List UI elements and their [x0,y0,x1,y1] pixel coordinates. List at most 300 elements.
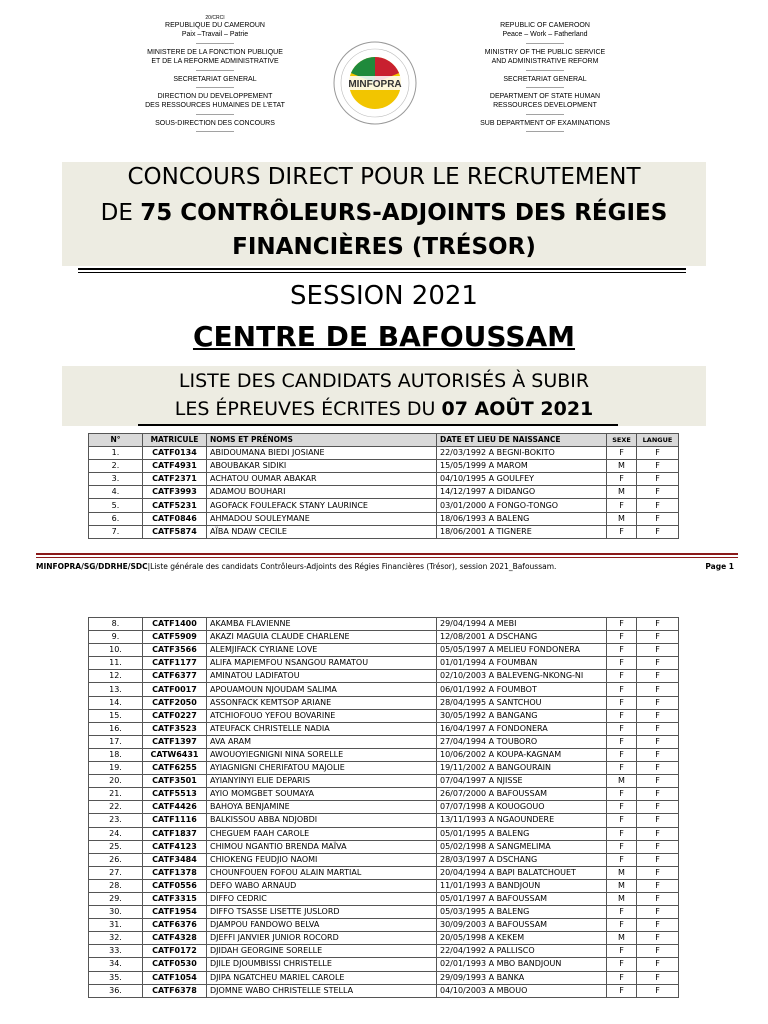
row-number: 36. [89,984,143,997]
row-matricule: CATF5874 [143,525,207,538]
row-matricule: CATF1177 [143,657,207,670]
row-matricule: CATF5231 [143,499,207,512]
row-language: F [637,670,679,683]
row-matricule: CATF5513 [143,788,207,801]
row-birth-date-place: 07/04/1997 A NJISSE [437,775,607,788]
row-number: 29. [89,892,143,905]
row-name: DJIPA NGATCHEU MARIEL CAROLE [207,971,437,984]
minfopra-seal-logo [332,40,418,126]
row-number: 28. [89,879,143,892]
row-name: AYIAGNIGNI CHERIFATOU MAJOLIE [207,762,437,775]
col-header-date-lieu: DATE ET LIEU DE NAISSANCE [437,434,607,447]
table-row [89,827,679,840]
row-birth-date-place: 02/01/1993 A MBO BANDJOUN [437,958,607,971]
row-sex: F [607,657,637,670]
row-matricule: CATF6376 [143,919,207,932]
row-name: DIFFO TSASSE LISETTE JUSLORD [207,906,437,919]
row-birth-date-place: 04/10/1995 A GOULFEY [437,473,607,486]
row-birth-date-place: 15/05/1999 A MAROM [437,460,607,473]
row-language: F [637,919,679,932]
row-name: DIFFO CEDRIC [207,892,437,905]
row-sex: F [607,696,637,709]
header-left-ref: 20/CRCI [205,15,225,21]
row-matricule: CATF3484 [143,853,207,866]
row-number: 35. [89,971,143,984]
header-left-direction-2: DES RESSOURCES HUMAINES DE L’ETAT [145,102,285,110]
table-row [89,709,679,722]
row-birth-date-place: 30/09/2003 A BAFOUSSAM [437,919,607,932]
table-row [89,788,679,801]
row-language: F [637,932,679,945]
row-language: F [637,644,679,657]
footer-rule [36,553,738,558]
row-language: F [637,840,679,853]
table-header-row [89,434,679,447]
row-birth-date-place: 29/09/1993 A BANKA [437,971,607,984]
row-language: F [637,447,679,460]
table-row [89,971,679,984]
header-right-ministry-1: MINISTRY OF THE PUBLIC SERVICE [484,48,606,56]
row-sex: F [607,670,637,683]
header-left-ministry-2: ET DE LA REFORME ADMINISTRATIVE [151,58,279,66]
row-sex: M [607,932,637,945]
row-language: F [637,775,679,788]
row-sex: F [607,618,637,631]
row-number: 30. [89,906,143,919]
row-sex: F [607,945,637,958]
table-row [89,735,679,748]
row-name: ASSONFACK KEMTSOP ARIANE [207,696,437,709]
table-row [89,919,679,932]
row-sex: F [607,788,637,801]
row-language: F [637,906,679,919]
row-number: 15. [89,709,143,722]
table-row [89,525,679,538]
row-birth-date-place: 18/06/1993 A BALENG [437,512,607,525]
row-matricule: CATF5909 [143,631,207,644]
row-language: F [637,722,679,735]
header-right-secgen: SECRETARIAT GENERAL [503,75,587,83]
row-sex: F [607,919,637,932]
row-language: F [637,499,679,512]
row-matricule: CATF1378 [143,866,207,879]
header-right-ministry-2: AND ADMINISTRATIVE REFORM [491,58,599,66]
row-name: AYIANYINYI ELIE DEPARIS [207,775,437,788]
header-right-motto: Peace – Work – Fatherland [502,31,588,39]
row-sex: F [607,906,637,919]
title-rule [78,268,686,270]
row-sex: F [607,499,637,512]
col-header-no: N° [89,434,143,447]
row-number: 20. [89,775,143,788]
header-left-sep: ------------------- [196,40,234,47]
row-number: 5. [89,499,143,512]
table-row [89,631,679,644]
row-number: 6. [89,512,143,525]
row-matricule: CATF2050 [143,696,207,709]
row-language: F [637,525,679,538]
row-birth-date-place: 27/04/1994 A TOUBORO [437,735,607,748]
row-number: 25. [89,840,143,853]
table-row [89,460,679,473]
row-language: F [637,801,679,814]
row-name: ATEUFACK CHRISTELLE NADIA [207,722,437,735]
row-matricule: CATF6378 [143,984,207,997]
row-matricule: CATF1400 [143,618,207,631]
row-number: 33. [89,945,143,958]
title-line-1: CONCOURS DIRECT POUR LE RECRUTEMENT [127,164,641,190]
table-row [89,932,679,945]
row-number: 11. [89,657,143,670]
row-name: ATCHIOFOUO YEFOU BOVARINE [207,709,437,722]
col-header-sexe: SEXE [607,434,637,447]
table-row [89,866,679,879]
row-number: 17. [89,735,143,748]
row-matricule: CATF1054 [143,971,207,984]
row-matricule: CATF0530 [143,958,207,971]
row-name: AGOFACK FOULEFACK STANY LAURINCE [207,499,437,512]
table-row [89,814,679,827]
row-name: CHIMOU NGANTIO BRENDA MAÏVA [207,840,437,853]
row-birth-date-place: 11/01/1993 A BANDJOUN [437,879,607,892]
row-matricule: CATF0017 [143,683,207,696]
row-language: F [637,473,679,486]
row-matricule: CATF1116 [143,814,207,827]
row-birth-date-place: 29/04/1994 A MEBI [437,618,607,631]
row-number: 13. [89,683,143,696]
header-left-ministry-1: MINISTERE DE LA FONCTION PUBLIQUE [147,48,283,56]
header-left-secgen: SECRETARIAT GENERAL [173,75,257,83]
row-birth-date-place: 18/06/2001 A TIGNERE [437,525,607,538]
row-number: 21. [89,788,143,801]
row-birth-date-place: 03/01/2000 A FONGO-TONGO [437,499,607,512]
row-language: F [637,762,679,775]
header-right-sep: ------------------- [526,129,564,136]
row-sex: F [607,840,637,853]
row-birth-date-place: 07/07/1998 A KOUOGOUO [437,801,607,814]
row-language: F [637,853,679,866]
row-language: F [637,631,679,644]
page-footer: MINFOPRA/SG/DDRHE/SDC|Liste générale des candidats Contrôleurs-Adjoints des Régies Financières (Trésor), session 2021_Bafoussam. Page 1 [36,562,734,571]
row-matricule: CATF1954 [143,906,207,919]
row-language: F [637,892,679,905]
row-name: AKAMBA FLAVIENNE [207,618,437,631]
title-line-2 [62,200,706,226]
footer-page-number: Page 1 [705,562,734,571]
row-sex: F [607,735,637,748]
table-row [89,696,679,709]
table-row [89,670,679,683]
row-sex: F [607,827,637,840]
header-right-dept-1: DEPARTMENT OF STATE HUMAN [489,93,601,101]
row-birth-date-place: 13/11/1993 A NGAOUNDERE [437,814,607,827]
centre-heading: CENTRE DE BAFOUSSAM [192,320,576,353]
col-header-matricule: MATRICULE [143,434,207,447]
row-number: 7. [89,525,143,538]
row-language: F [637,971,679,984]
row-number: 2. [89,460,143,473]
table-row [89,644,679,657]
row-matricule: CATF3566 [143,644,207,657]
row-language: F [637,512,679,525]
row-name: CHOUNFOUEN FOFOU ALAIN MARTIAL [207,866,437,879]
row-sex: M [607,460,637,473]
row-birth-date-place: 19/11/2002 A BANGOURAIN [437,762,607,775]
list-line-2-date: 07 AOÛT 2021 [441,398,594,420]
header-left-direction-1: DIRECTION DU DEVELOPPEMENT [157,93,273,101]
row-sex: M [607,775,637,788]
row-number: 26. [89,853,143,866]
row-sex: M [607,486,637,499]
row-number: 18. [89,748,143,761]
row-sex: F [607,971,637,984]
table-row [89,958,679,971]
row-number: 3. [89,473,143,486]
row-name: ADAMOU BOUHARI [207,486,437,499]
row-number: 1. [89,447,143,460]
row-birth-date-place: 28/03/1997 A DSCHANG [437,853,607,866]
header-left-country: REPUBLIQUE DU CAMEROUN [165,22,265,29]
row-matricule: CATF3993 [143,486,207,499]
table-row [89,722,679,735]
row-matricule: CATF4426 [143,801,207,814]
row-language: F [637,866,679,879]
row-sex: F [607,644,637,657]
row-sex: F [607,447,637,460]
row-sex: F [607,958,637,971]
row-birth-date-place: 22/03/1992 A BEGNI-BOKITO [437,447,607,460]
row-number: 32. [89,932,143,945]
row-number: 14. [89,696,143,709]
row-matricule: CATF6377 [143,670,207,683]
candidates-table-page-2 [88,617,679,998]
row-matricule: CATF3523 [143,722,207,735]
table-row [89,840,679,853]
row-birth-date-place: 05/03/1995 A BALENG [437,906,607,919]
header-right-sep: ------------------- [526,85,564,92]
table-row [89,618,679,631]
seal-text: MINFOPRA [348,79,402,90]
row-language: F [637,460,679,473]
row-birth-date-place: 26/07/2000 A BAFOUSSAM [437,788,607,801]
row-language: F [637,827,679,840]
row-language: F [637,683,679,696]
row-number: 9. [89,631,143,644]
list-line-2 [62,398,706,420]
row-number: 10. [89,644,143,657]
row-sex: F [607,801,637,814]
table-row [89,657,679,670]
row-birth-date-place: 05/05/1997 A MELIEU FONDONERA [437,644,607,657]
row-language: F [637,788,679,801]
row-birth-date-place: 06/01/1992 A FOUMBOT [437,683,607,696]
row-birth-date-place: 20/04/1994 A BAPI BALATCHOUET [437,866,607,879]
row-birth-date-place: 01/01/1994 A FOUMBAN [437,657,607,670]
row-name: BAHOYA BENJAMINE [207,801,437,814]
row-birth-date-place: 20/05/1998 A KEKEM [437,932,607,945]
row-name: ABOUBAKAR SIDIKI [207,460,437,473]
table-row [89,486,679,499]
row-sex: M [607,512,637,525]
header-right-sep: ------------------- [526,40,564,47]
candidates-table-page-1 [88,433,679,539]
table-row [89,512,679,525]
row-number: 34. [89,958,143,971]
header-right-country: REPUBLIC OF CAMEROON [500,22,590,29]
header-left-sep: ------------------- [196,129,234,136]
row-sex: F [607,683,637,696]
row-matricule: CATF6255 [143,762,207,775]
footer-text: Liste générale des candidats Contrôleurs-Adjoints des Régies Financières (Trésor), session 2021_Bafoussam. [150,562,557,571]
row-matricule: CATF1397 [143,735,207,748]
row-name: ALEMJIFACK CYRIANE LOVE [207,644,437,657]
row-sex: F [607,473,637,486]
row-name: AÏBA NDAW CECILE [207,525,437,538]
row-birth-date-place: 22/04/1992 A PALLISCO [437,945,607,958]
col-header-noms: NOMS ET PRÉNOMS [207,434,437,447]
row-name: CHEGUEM FAAH CAROLE [207,827,437,840]
row-number: 12. [89,670,143,683]
row-number: 23. [89,814,143,827]
row-matricule: CATF4123 [143,840,207,853]
header-left-motto: Paix –Travail – Patrie [181,31,249,39]
row-language: F [637,735,679,748]
row-birth-date-place: 12/08/2001 A DSCHANG [437,631,607,644]
row-language: F [637,486,679,499]
row-sex: F [607,525,637,538]
row-matricule: CATF1837 [143,827,207,840]
row-name: ABIDOUMANA BIEDI JOSIANE [207,447,437,460]
row-matricule: CATF2371 [143,473,207,486]
row-matricule: CATF0556 [143,879,207,892]
header-right-sep: ------------------- [526,67,564,74]
row-language: F [637,984,679,997]
row-number: 27. [89,866,143,879]
row-language: F [637,709,679,722]
row-matricule: CATF4931 [143,460,207,473]
row-birth-date-place: 05/02/1998 A SANGMELIMA [437,840,607,853]
table-row [89,748,679,761]
row-matricule: CATF3315 [143,892,207,905]
row-language: F [637,814,679,827]
table-row [89,906,679,919]
footer-ref: MINFOPRA/SG/DDRHE/SDC [36,562,148,571]
row-birth-date-place: 30/05/1992 A BANGANG [437,709,607,722]
row-sex: M [607,892,637,905]
row-name: DJEFFI JANVIER JUNIOR ROCORD [207,932,437,945]
row-name: AVA ARAM [207,735,437,748]
row-birth-date-place: 28/04/1995 A SANTCHOU [437,696,607,709]
table-row [89,801,679,814]
row-name: DEFO WABO ARNAUD [207,879,437,892]
header-right [430,15,660,136]
row-number: 4. [89,486,143,499]
row-name: AMINATOU LADIFATOU [207,670,437,683]
row-number: 19. [89,762,143,775]
table-row [89,762,679,775]
row-sex: F [607,762,637,775]
list-rule [138,424,618,426]
row-birth-date-place: 14/12/1997 A DIDANGO [437,486,607,499]
table-row [89,853,679,866]
row-birth-date-place: 02/10/2003 A BALEVENG-NKONG-NI [437,670,607,683]
header-right-sub: SUB DEPARTMENT OF EXAMINATIONS [480,119,610,127]
header-left-sep: ------------------- [196,67,234,74]
row-birth-date-place: 04/10/2003 A MBOUO [437,984,607,997]
row-sex: F [607,722,637,735]
row-number: 24. [89,827,143,840]
table-row [89,447,679,460]
row-matricule: CATW6431 [143,748,207,761]
table-row [89,879,679,892]
row-sex: M [607,879,637,892]
row-name: AWOUOYIEGNIGNI NINA SORELLE [207,748,437,761]
table-row [89,892,679,905]
row-matricule: CATF3501 [143,775,207,788]
col-header-langue: LANGUE [637,434,679,447]
table-row [89,499,679,512]
row-matricule: CATF4328 [143,932,207,945]
table-row [89,775,679,788]
row-name: AYIO MOMGBET SOUMAYA [207,788,437,801]
row-number: 31. [89,919,143,932]
row-name: DJILE DJOUMBISSI CHRISTELLE [207,958,437,971]
row-matricule: CATF0846 [143,512,207,525]
row-name: DJIDAH GEORGINE SORELLE [207,945,437,958]
row-sex: F [607,984,637,997]
row-sex: M [607,866,637,879]
header-right-sep: ------------------- [526,111,564,118]
row-language: F [637,696,679,709]
row-number: 22. [89,801,143,814]
title-line-2-bold: 75 CONTRÔLEURS-ADJOINTS DES RÉGIES [140,200,668,226]
header-left-sep: ------------------- [196,111,234,118]
row-name: DJAMPOU FANDOWO BELVA [207,919,437,932]
row-name: AKAZI MAGUIA CLAUDE CHARLENE [207,631,437,644]
row-matricule: CATF0172 [143,945,207,958]
row-sex: F [607,709,637,722]
row-language: F [637,958,679,971]
row-birth-date-place: 16/04/1997 A FONDONERA [437,722,607,735]
row-name: APOUAMOUN NJOUDAM SALIMA [207,683,437,696]
list-line-2-prefix: LES ÉPREUVES ÉCRITES DU [174,398,442,420]
table-row [89,683,679,696]
row-number: 16. [89,722,143,735]
row-sex: F [607,748,637,761]
row-name: CHIOKENG FEUDJIO NAOMI [207,853,437,866]
row-name: BALKISSOU ABBA NDJOBDI [207,814,437,827]
table-row [89,984,679,997]
row-matricule: CATF0134 [143,447,207,460]
row-language: F [637,879,679,892]
row-sex: F [607,853,637,866]
table-row [89,945,679,958]
header-left-sep: ------------------- [196,85,234,92]
row-number: 8. [89,618,143,631]
session-heading: SESSION 2021 [290,281,478,311]
header-left [100,15,330,136]
title-rule-thin [78,272,686,273]
row-language: F [637,945,679,958]
row-sex: F [607,631,637,644]
row-language: F [637,618,679,631]
title-line-3: FINANCIÈRES (TRÉSOR) [232,234,536,260]
header-right-dept-2: RESSOURCES DEVELOPMENT [493,102,597,110]
row-matricule: CATF0227 [143,709,207,722]
row-name: ACHATOU OUMAR ABAKAR [207,473,437,486]
title-line-2-prefix: DE [100,200,141,226]
row-name: DJOMNE WABO CHRISTELLE STELLA [207,984,437,997]
